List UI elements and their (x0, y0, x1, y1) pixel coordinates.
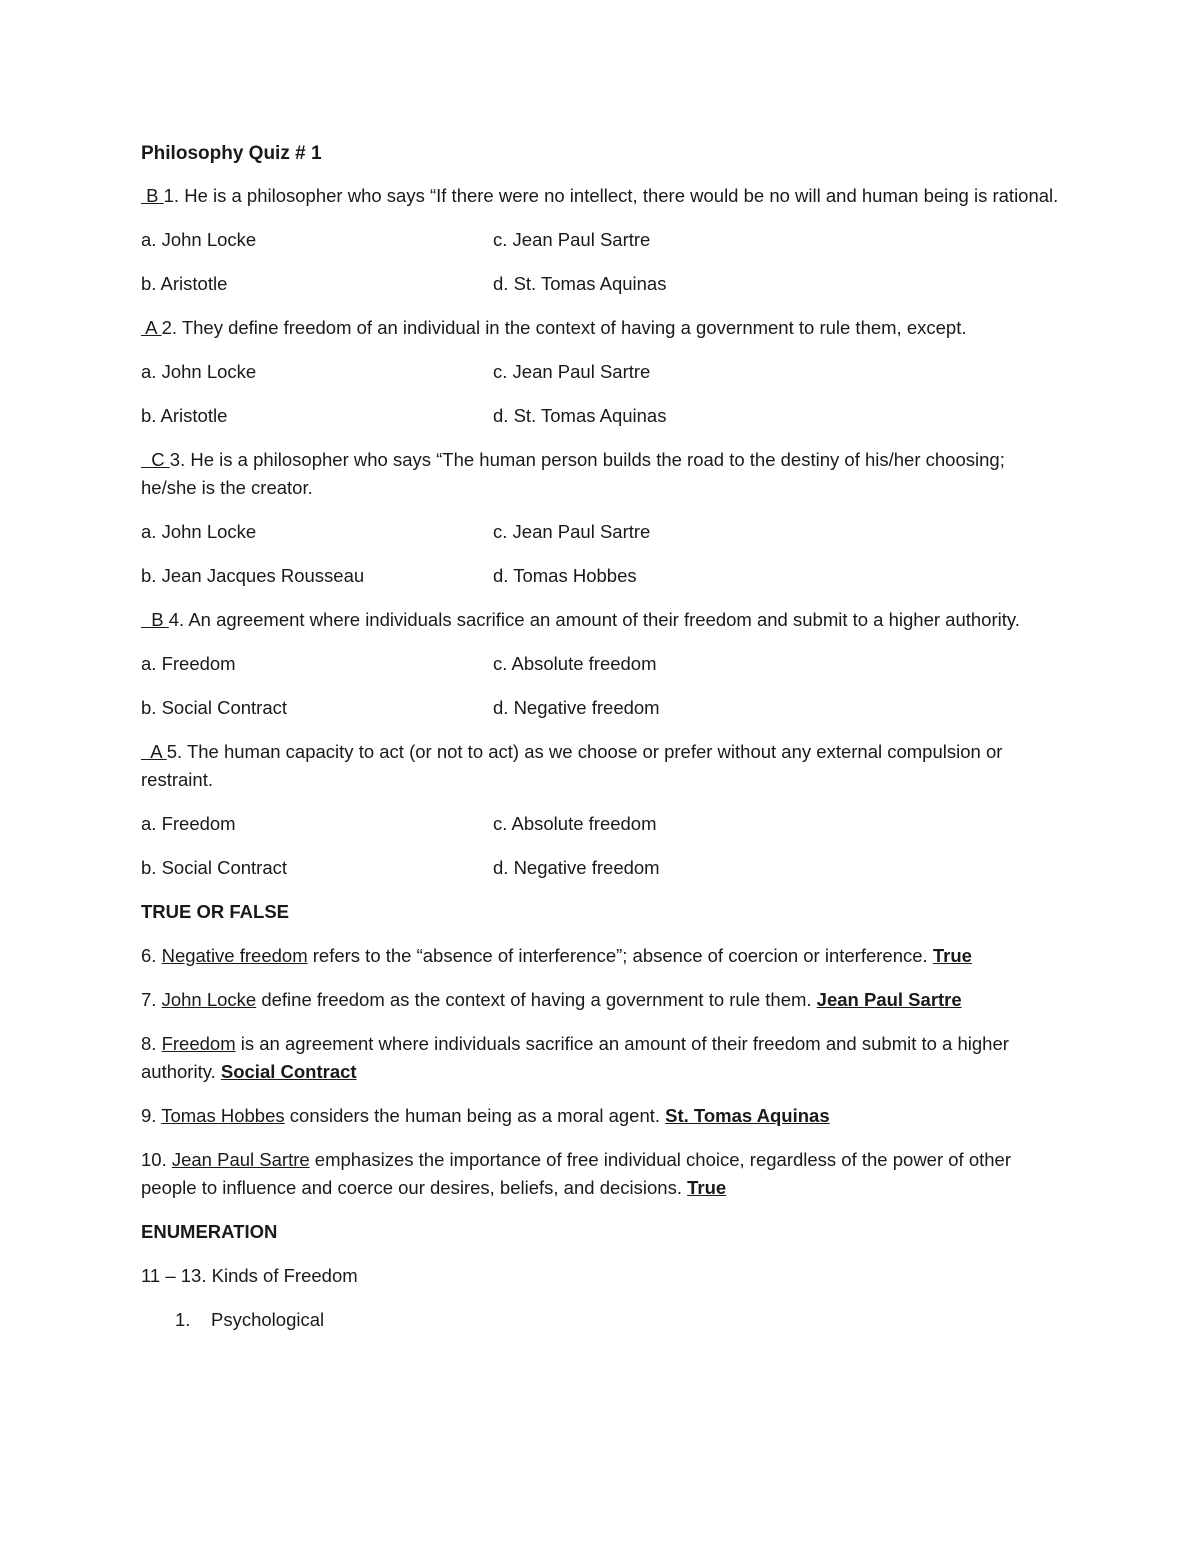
list-number: 1. (175, 1309, 191, 1330)
option-c: c. Absolute freedom (493, 653, 657, 674)
page-title: Philosophy Quiz # 1 (141, 143, 322, 164)
answer-blank: A (141, 317, 162, 338)
underlined-term: Negative freedom (161, 945, 308, 966)
question-text: He is a philosopher who says “If there were no intellect, there would be no will and human being is rational. (179, 185, 1059, 206)
enumeration-prompt: 11 – 13. Kinds of Freedom (141, 1265, 358, 1286)
item-answer: Jean Paul Sartre (816, 989, 962, 1010)
underlined-term: Jean Paul Sartre (171, 1149, 310, 1170)
answer-blank: A (141, 741, 167, 762)
option-b: b. Aristotle (141, 405, 228, 426)
question-number: 1. (163, 185, 180, 206)
underlined-term: John Locke (161, 989, 257, 1010)
item-answer: True (687, 1177, 727, 1198)
item-number: 8. (141, 1033, 162, 1054)
answer-blank: C (141, 449, 170, 470)
tf-item-8 (141, 1030, 1061, 1086)
item-number: 9. (141, 1105, 162, 1126)
option-c: c. Absolute freedom (493, 813, 657, 834)
list-item (141, 1306, 1061, 1334)
list-text: Psychological (211, 1309, 325, 1330)
options-2 (141, 358, 1061, 430)
question-text: They define freedom of an individual in the context of having a government to rule them, except. (177, 317, 967, 338)
options-3 (141, 518, 1061, 590)
question-3 (141, 446, 1061, 502)
option-b: b. Social Contract (141, 697, 288, 718)
question-number: 2. (161, 317, 178, 338)
tf-item-9 (141, 1102, 1061, 1130)
question-number: 5. (166, 741, 183, 762)
question-text: He is a philosopher who says “The human person builds the road to the destiny of his/her choosing; he/she is the creator. (141, 449, 1005, 498)
option-a: a. John Locke (141, 361, 257, 382)
option-d: d. Tomas Hobbes (493, 565, 637, 586)
item-text: is an agreement where individuals sacrifice an amount of their freedom and submit to a higher authority. (141, 1033, 1009, 1082)
item-text: emphasizes the importance of free individual choice, regardless of the power of other people to influence and coerce our desires, beliefs, and decisions. (141, 1149, 1012, 1198)
option-d: d. St. Tomas Aquinas (493, 405, 667, 426)
option-a: a. John Locke (141, 229, 257, 250)
item-number: 7. (141, 989, 162, 1010)
question-1 (141, 182, 1061, 210)
question-text: An agreement where individuals sacrifice an amount of their freedom and submit to a higher authority. (184, 609, 1020, 630)
item-answer: Social Contract (220, 1061, 357, 1082)
options-5 (141, 810, 1061, 882)
tf-item-6 (141, 942, 1061, 970)
question-number: 3. (169, 449, 186, 470)
item-text: define freedom as the context of having a government to rule them. (256, 989, 817, 1010)
question-text: The human capacity to act (or not to act) as we choose or prefer without any external compulsion or restraint. (141, 741, 1003, 790)
option-b: b. Jean Jacques Rousseau (141, 565, 365, 586)
item-answer: True (932, 945, 972, 966)
tf-item-7 (141, 986, 1061, 1014)
item-answer: St. Tomas Aquinas (665, 1105, 830, 1126)
answer-blank: B (141, 185, 164, 206)
option-a: a. Freedom (141, 653, 236, 674)
option-c: c. Jean Paul Sartre (493, 361, 651, 382)
option-d: d. Negative freedom (493, 857, 660, 878)
underlined-term: Tomas Hobbes (161, 1105, 285, 1126)
tf-item-10 (141, 1146, 1061, 1202)
enumeration-heading: ENUMERATION (141, 1221, 278, 1242)
option-a: a. Freedom (141, 813, 236, 834)
question-4 (141, 606, 1061, 634)
option-c: c. Jean Paul Sartre (493, 521, 651, 542)
option-d: d. Negative freedom (493, 697, 660, 718)
question-2 (141, 314, 1061, 342)
options-1 (141, 226, 1061, 298)
true-false-heading: TRUE OR FALSE (141, 901, 290, 922)
question-5 (141, 738, 1061, 794)
underlined-term: Freedom (161, 1033, 236, 1054)
option-c: c. Jean Paul Sartre (493, 229, 651, 250)
option-b: b. Social Contract (141, 857, 288, 878)
enumeration-list (141, 1306, 1061, 1334)
item-number: 10. (141, 1149, 172, 1170)
option-b: b. Aristotle (141, 273, 228, 294)
option-d: d. St. Tomas Aquinas (493, 273, 667, 294)
item-text: refers to the “absence of interference”; absence of coercion or interference. (307, 945, 933, 966)
item-text: considers the human being as a moral agent. (284, 1105, 666, 1126)
item-number: 6. (141, 945, 162, 966)
option-a: a. John Locke (141, 521, 257, 542)
answer-blank: B (141, 609, 169, 630)
quiz-document (141, 140, 1061, 1334)
question-number: 4. (168, 609, 185, 630)
options-4 (141, 650, 1061, 722)
